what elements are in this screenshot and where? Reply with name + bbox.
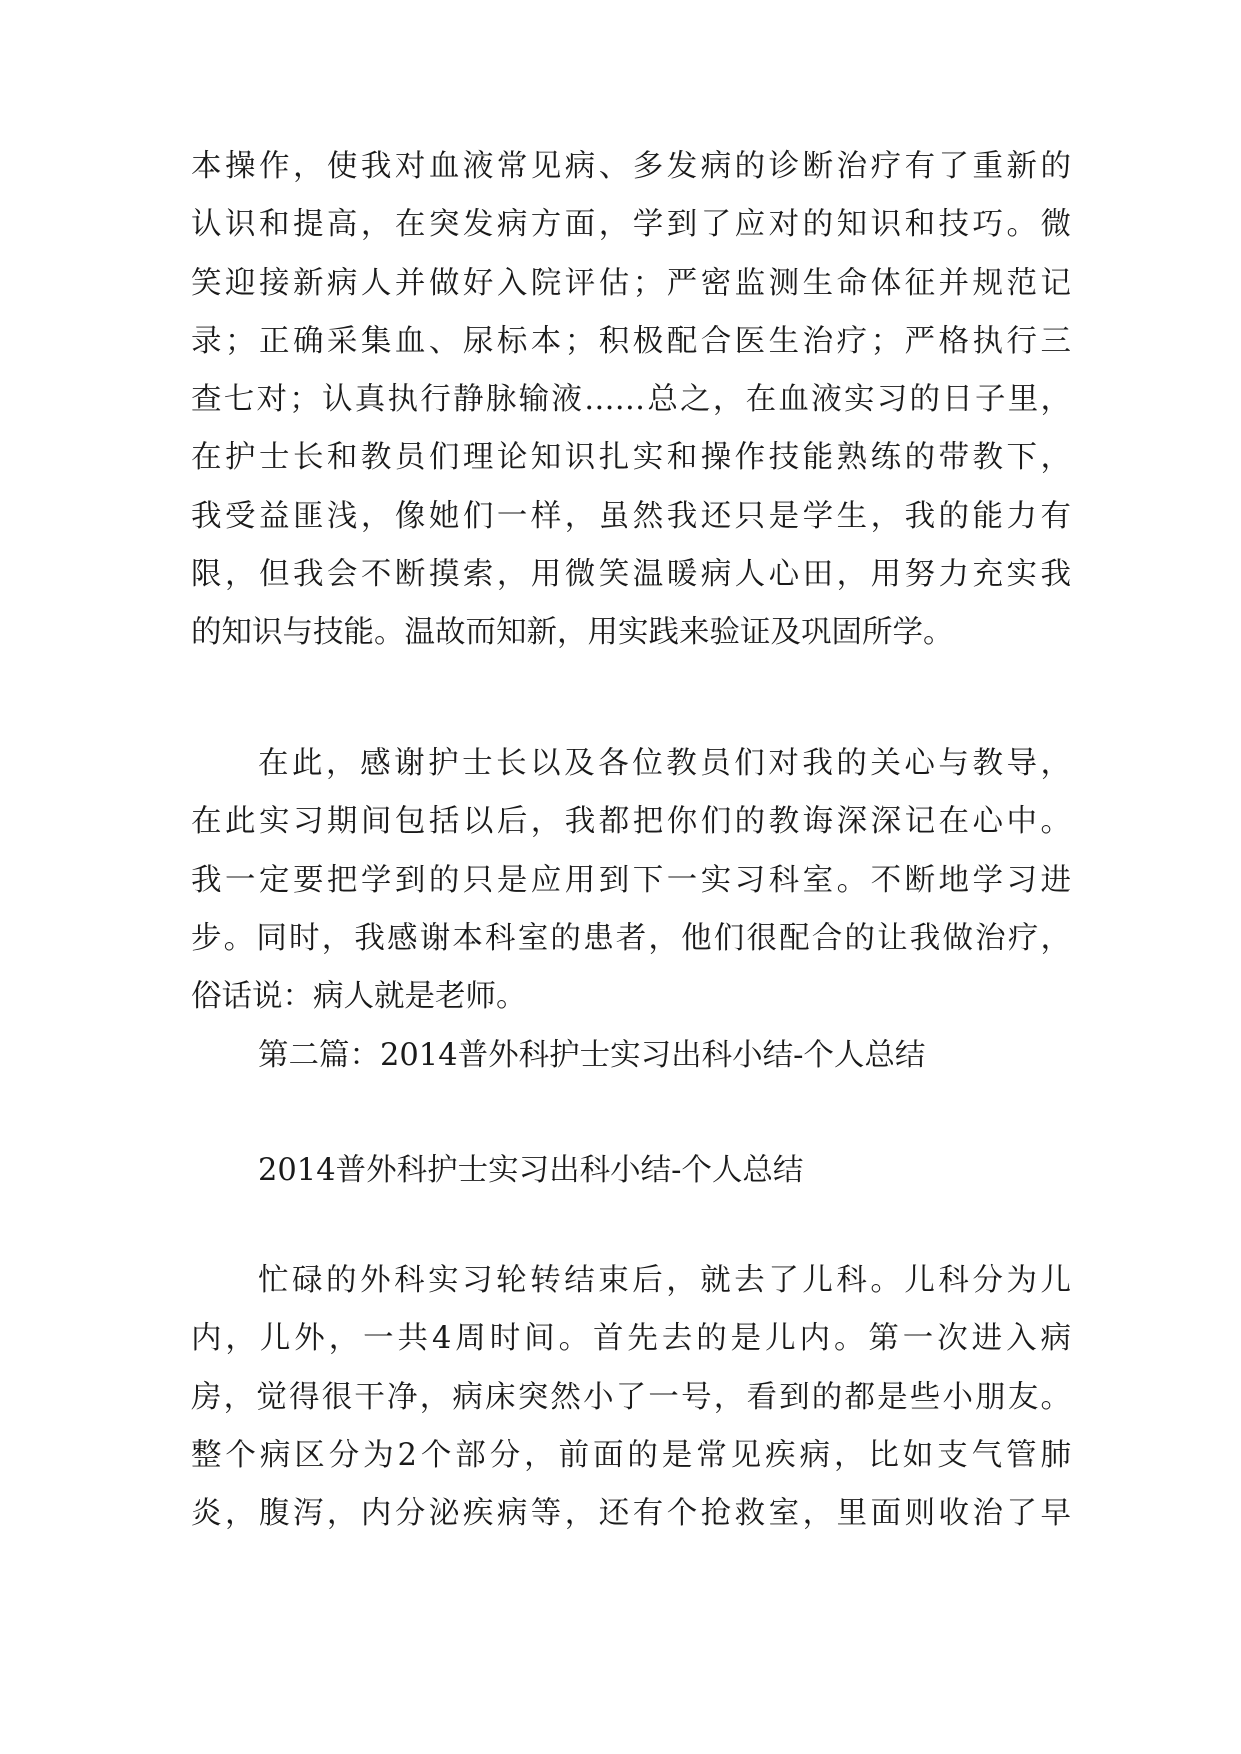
text-line: 我一定要把学到的只是应用到下一实习科室。不断地学习进	[191, 862, 1071, 898]
text-line: 在此，感谢护士长以及各位教员们对我的关心与教导，	[258, 746, 1071, 781]
paragraph-thanks	[191, 735, 1071, 1026]
text-line: 我受益匪浅，像她们一样，虽然我还只是学生，我的能力有	[191, 498, 1071, 534]
text-line: 查七对；认真执行静脉输液……总之，在血液实习的日子里，	[191, 382, 1071, 418]
paragraph-blood-internship	[191, 138, 1071, 663]
text-line: 本操作，使我对血液常见病、多发病的诊断治疗有了重新的	[191, 149, 1071, 184]
text-line: 限，但我会不断摸索，用微笑温暖病人心田，用努力充实我	[191, 557, 1071, 593]
text-line: 内，儿外，一共4周时间。首先去的是儿内。第一次进入病	[191, 1321, 1071, 1357]
text-line: 的知识与技能。温故而知新，用实践来验证及巩固所学。	[191, 615, 954, 651]
text-line: 步。同时，我感谢本科室的患者，他们很配合的让我做治疗，	[191, 920, 1071, 956]
paragraph-pediatrics	[191, 1252, 1071, 1543]
text-line: 忙碌的外科实习轮转结束后，就去了儿科。儿科分为儿	[258, 1263, 1071, 1298]
text-line: 在此实习期间包括以后，我都把你们的教诲深深记在心中。	[191, 804, 1071, 840]
text-line: 在护士长和教员们理论知识扎实和操作技能熟练的带教下，	[191, 440, 1071, 476]
text-line: 录；正确采集血、尿标本；积极配合医生治疗；严格执行三	[191, 323, 1071, 359]
text-line: 认识和提高，在突发病方面，学到了应对的知识和技巧。微	[191, 207, 1071, 243]
text-line: 整个病区分为2个部分，前面的是常见疾病，比如支气管肺	[191, 1437, 1071, 1473]
text-line: 炎，腹泻，内分泌疾病等，还有个抢救室，里面则收治了早	[191, 1496, 1071, 1532]
article-title: 2014普外科护士实习出科小结-个人总结	[258, 1153, 804, 1188]
section-heading-part-two: 第二篇：2014普外科护士实习出科小结-个人总结	[258, 1038, 926, 1073]
text-line: 俗话说：病人就是老师。	[191, 979, 527, 1015]
text-line: 房，觉得很干净，病床突然小了一号，看到的都是些小朋友。	[191, 1379, 1071, 1415]
text-line: 笑迎接新病人并做好入院评估；严密监测生命体征并规范记	[191, 265, 1071, 301]
